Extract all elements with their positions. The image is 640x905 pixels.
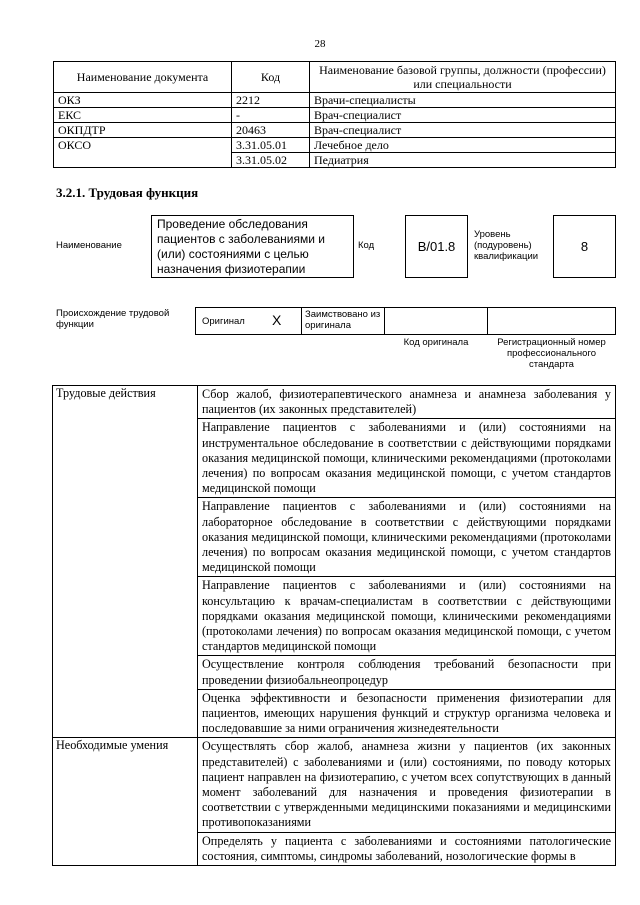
doc-cell: ОКСО [54, 138, 232, 168]
page-number: 28 [314, 38, 326, 50]
original-code-cell [384, 307, 488, 335]
labor-action-item: Осуществление контроля соблюдения требований безопасности при проведении физиобальнеопроцедур [198, 656, 616, 689]
table-row [54, 108, 616, 123]
code-label: Код [358, 240, 375, 251]
section-heading: 3.2.1. Трудовая функция [56, 185, 199, 200]
table-row [54, 93, 616, 108]
doc-cell: ОКПДТР [54, 123, 232, 138]
original-mark: X [272, 312, 282, 328]
table-row [54, 123, 616, 138]
table-row [54, 138, 616, 153]
code-cell: 2212 [232, 93, 310, 108]
header-code: Код [232, 62, 310, 93]
labor-action-item: Оценка эффективности и безопасности применения физиотерапии для пациентов, имеющих нарушения функций и структур организма человека и последовавшие за ними ограничения жизнедеятельности [198, 689, 616, 738]
qualification-level-box: 8 [553, 215, 616, 278]
doc-cell: ОКЗ [54, 93, 232, 108]
name-cell: Врачи-специалисты [310, 93, 616, 108]
original-label: Оригинал [202, 316, 245, 327]
level-label: Уровень (подуровень) квалификации [474, 229, 539, 262]
name-cell: Врач-специалист [310, 108, 616, 123]
code-original-caption: Код оригинала [403, 337, 469, 348]
code-cell: 3.31.05.01 [232, 138, 310, 153]
reg-number-cell [487, 307, 616, 335]
name-label: Наименование [56, 240, 122, 251]
labor-action-item: Направление пациентов с заболеваниями и (или) состояниями на инструментальное обследование в соответствии с действующими порядками оказания медицинской помощи, клиническими рекомендациями (протоколами лечения) по вопросам оказания медицинской помощи, с учетом стандартов медицинской помощи [198, 419, 616, 498]
doc-cell: ЕКС [54, 108, 232, 123]
classification-header-row [54, 62, 616, 93]
name-cell: Лечебное дело [310, 138, 616, 153]
labor-function-table [52, 385, 616, 866]
function-name-box: Проведение обследования пациентов с заболеваниями и (или) состояниями с целью назначения физиотерапии [151, 215, 354, 278]
code-cell: - [232, 108, 310, 123]
skills-label: Необходимые умения [53, 738, 198, 866]
skill-item: Определять у пациента с заболеваниями и состояниями патологические состояния, симптомы, синдромы заболеваний, нозологические формы в [198, 832, 616, 865]
labor-action-item: Направление пациентов с заболеваниями и (или) состояниями на лабораторное обследование в соответствии с действующими порядками оказания медицинской помощи, клиническими рекомендациями (протоколами лечения) по вопросам оказания медицинской помощи, с учетом стандартов медицинской помощи [198, 498, 616, 577]
labor-action-item: Направление пациентов с заболеваниями и (или) состояниями на консультацию к врачам-специалистам в соответствии с действующими порядками оказания медицинской помощи, клиническими рекомендациями (протоколами лечения) по вопросам оказания медицинской помощи, с учетом стандартов медицинской помощи [198, 577, 616, 656]
name-cell: Педиатрия [310, 153, 616, 168]
skill-item: Осуществлять сбор жалоб, анамнеза жизни у пациентов (их законных представителей) с заболеваниями и (или) состояниями, по поводу которых пациент направлен на физиотерапию, с учетом всех сопутствующих в данный момент заболеваний для назначения и проведения физиотерапии в соответствии с утвержденными медицинскими показаниями и медицинскими противопоказаниями [198, 738, 616, 832]
origin-label: Происхождение трудовой функции [56, 308, 170, 330]
header-document-name: Наименование документа [54, 62, 232, 93]
function-code-box: B/01.8 [405, 215, 468, 278]
code-cell: 20463 [232, 123, 310, 138]
classification-table [53, 61, 616, 168]
table-row [53, 738, 616, 832]
code-cell: 3.31.05.02 [232, 153, 310, 168]
borrowed-cell: Заимствовано из оригинала [301, 307, 385, 335]
table-row [53, 386, 616, 419]
name-cell: Врач-специалист [310, 123, 616, 138]
labor-action-item: Сбор жалоб, физиотерапевтического анамнеза и анамнеза заболевания у пациентов (их законных представителей) [198, 386, 616, 419]
labor-actions-label: Трудовые действия [53, 386, 198, 738]
original-cell [195, 307, 302, 335]
header-group-name: Наименование базовой группы, должности (профессии) или специальности [310, 62, 616, 93]
reg-number-caption: Регистрационный номер профессионального стандарта [497, 337, 606, 370]
